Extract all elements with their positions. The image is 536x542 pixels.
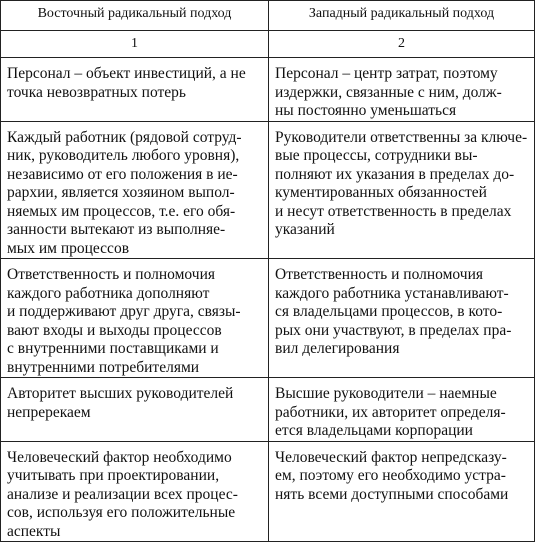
cell-west-text: Ответственность и полномочия каждого работника устанавливают- ся владельцами процессов, в кото- рых они участвуют, в пределах пра- вил делегирования (275, 266, 512, 357)
table-row (1, 259, 535, 378)
table-row (1, 58, 535, 122)
table-row (1, 378, 535, 442)
cell-west (269, 259, 535, 378)
cell-west-text: Персонал – центр затрат, поэтому издержки, связанные с ним, долж- ны постоянно уменьшаться (275, 65, 502, 119)
cell-east (1, 259, 269, 378)
cell-west (269, 58, 535, 122)
table-row (1, 121, 535, 259)
cell-east (1, 58, 269, 122)
cell-west-text: Человеческий фактор непредсказу- ем, поэтому его необходимо устра- нять всеми доступными способами (275, 448, 509, 503)
cell-east-text: Авторитет высших руководителей непререкаем (7, 385, 234, 421)
header-east: Восточный радикальный подход (1, 1, 269, 31)
cell-east-text: Ответственность и полномочия каждого работника дополняют и поддерживают друг друга, связы- вают входы и выходы процессов с внутренними поставщиками и внутренними потребителями (7, 266, 241, 376)
column-number-row (1, 31, 535, 58)
cell-east (1, 121, 269, 259)
cell-west (269, 378, 535, 442)
header-west: Западный радикальный подход (269, 1, 535, 31)
cell-west (269, 121, 535, 259)
cell-west (269, 441, 535, 542)
column-number-west: 2 (269, 31, 535, 58)
cell-west-text: Руководители ответственны за ключе- вые процессы, сотрудники вы- полняют их указания в пределах до- кументированных обязанностей и несут ответственность в пределах указаний (275, 128, 528, 238)
cell-west-text: Высшие руководители – наемные работники, их авторитет определя- ется владельцами корпорации (275, 385, 506, 439)
cell-east (1, 378, 269, 442)
header-row (1, 1, 535, 31)
cell-east (1, 441, 269, 542)
table-row (1, 441, 535, 542)
cell-east-text: Персонал – объект инвестиций, а не точка невозвратных потерь (7, 65, 246, 101)
cell-east-text: Каждый работник (рядовой сотруд- ник, руководитель любого уровня), независимо от его положения в ие- рархии, является хозяином выпол- няемых им процессов, т.е. его обя- занности вытекают из выполняе- мых им процессов (7, 128, 242, 257)
column-number-east: 1 (1, 31, 269, 58)
cell-east-text: Человеческий фактор необходимо учитывать при проектировании, анализе и реализации всех процес- сов, используя его положительные аспекты (7, 448, 238, 540)
